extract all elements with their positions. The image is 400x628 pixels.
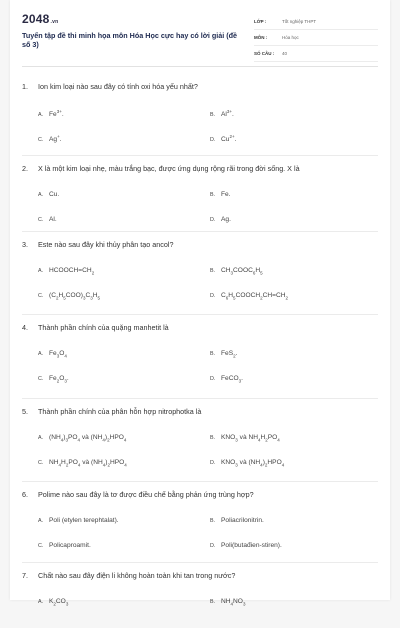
option-text: FeS$_2$. bbox=[221, 350, 238, 359]
question-stem bbox=[22, 407, 378, 416]
question-text: Ion kim loại nào sau đây có tính oxi hóa yếu nhất? bbox=[38, 82, 198, 91]
answer-option-b[interactable] bbox=[210, 350, 237, 358]
question-2 bbox=[22, 164, 378, 221]
question-number: 2. bbox=[22, 164, 28, 173]
answer-option-b[interactable] bbox=[210, 267, 263, 275]
option-text: Fe. bbox=[221, 191, 231, 198]
question-text: Chất nào sau đây điện li không hoàn toàn khi tan trong nước? bbox=[38, 571, 236, 580]
question-text: Thành phần chính của quặng manhetit là bbox=[38, 323, 169, 332]
question-number: 7. bbox=[22, 571, 28, 580]
answer-option-d[interactable] bbox=[210, 459, 284, 467]
option-letter: C. bbox=[38, 460, 44, 466]
answer-options bbox=[22, 173, 378, 221]
answer-option-b[interactable] bbox=[210, 517, 264, 524]
option-letter: A. bbox=[38, 599, 44, 605]
option-letter: A. bbox=[38, 435, 44, 441]
question-number: 6. bbox=[22, 490, 28, 499]
answer-option-d[interactable] bbox=[210, 134, 236, 143]
answer-option-b[interactable] bbox=[210, 191, 231, 198]
exam-title: Tuyển tập đề thi minh họa môn Hóa Học cực hay có lời giải (đề số 3) bbox=[22, 31, 238, 49]
option-letter: D. bbox=[210, 376, 216, 382]
answer-option-a[interactable] bbox=[38, 434, 126, 442]
answer-option-d[interactable] bbox=[210, 375, 243, 383]
option-letter: B. bbox=[210, 599, 216, 605]
meta-value: Hóa học bbox=[282, 35, 299, 40]
option-letter: B. bbox=[210, 268, 216, 274]
option-text: $Fe_3O_4$ bbox=[49, 350, 67, 359]
option-letter: C. bbox=[38, 217, 44, 223]
option-text: Policaproamit. bbox=[49, 542, 91, 549]
option-text: $NH_4NO_3$ bbox=[221, 598, 246, 607]
logo-suffix: .vn bbox=[50, 19, 59, 25]
meta-value: 40 bbox=[282, 51, 288, 56]
option-text: $HCOOCH=CH_2$ bbox=[49, 267, 95, 276]
question-number: 5. bbox=[22, 407, 28, 416]
option-letter: D. bbox=[210, 217, 216, 223]
exam-page bbox=[10, 0, 390, 607]
question-7 bbox=[22, 571, 378, 628]
option-letter: A. bbox=[38, 192, 44, 198]
option-text: Cu. bbox=[49, 191, 60, 198]
answer-options bbox=[22, 332, 378, 384]
option-letter: B. bbox=[210, 518, 216, 524]
meta-label: SỐ CÂU : bbox=[254, 51, 275, 56]
question-stem bbox=[22, 164, 378, 173]
question-text: Polime nào sau đây là tơ được điều chế bằng phản ứng trùng hợp? bbox=[38, 490, 254, 499]
question-1 bbox=[22, 82, 378, 144]
question-divider bbox=[22, 314, 378, 315]
option-text: $CH_3COOC_6H_5$ bbox=[221, 267, 263, 276]
option-text: Ag. bbox=[221, 216, 231, 223]
answer-option-c[interactable] bbox=[38, 375, 69, 383]
option-text: Poliacrilonitrin. bbox=[221, 517, 264, 524]
question-divider bbox=[22, 398, 378, 399]
answer-options bbox=[22, 91, 378, 144]
logo-text: 2048 bbox=[22, 12, 50, 26]
option-letter: D. bbox=[210, 293, 216, 299]
option-text: $KNO_3$ và $NH_4H_2PO_4$ bbox=[221, 434, 280, 443]
question-stem bbox=[22, 240, 378, 249]
option-text: $Al^{3+}$. bbox=[221, 109, 234, 119]
question-3 bbox=[22, 240, 378, 301]
question-divider bbox=[22, 231, 378, 232]
question-stem bbox=[22, 323, 378, 332]
answer-option-c[interactable] bbox=[38, 542, 91, 549]
option-text: $Cu^{2+}$. bbox=[221, 134, 237, 144]
question-text: Este nào sau đây khi thủy phân tạo ancol? bbox=[38, 240, 174, 249]
answer-options bbox=[22, 416, 378, 468]
option-letter: B. bbox=[210, 435, 216, 441]
question-divider bbox=[22, 155, 378, 156]
site-logo[interactable] bbox=[22, 12, 58, 26]
question-4 bbox=[22, 323, 378, 384]
option-letter: C. bbox=[38, 137, 44, 144]
option-letter: C. bbox=[38, 376, 44, 382]
option-letter: C. bbox=[38, 543, 44, 549]
answer-option-a[interactable] bbox=[38, 191, 59, 198]
option-text: Ag+. bbox=[49, 134, 62, 144]
answer-option-a[interactable] bbox=[38, 517, 119, 524]
option-letter: C. bbox=[38, 293, 44, 299]
option-text: $KNO_3$ và $(NH_4)_2HPO_4$ bbox=[221, 459, 285, 468]
option-text: Poli(butađien-stiren). bbox=[221, 542, 282, 549]
option-text: $Fe_2O_3$. bbox=[49, 375, 69, 384]
option-text: Al. bbox=[49, 216, 57, 223]
meta-label: LỚP : bbox=[254, 19, 267, 24]
answer-option-b[interactable] bbox=[210, 598, 245, 606]
question-text: X là một kim loại nhẹ, màu trắng bạc, được ứng dụng rộng rãi trong đời sống. X là bbox=[38, 164, 300, 173]
option-text: $(C_2H_5COO)_3C_3H_5$ bbox=[49, 292, 101, 301]
meta-row-class bbox=[254, 14, 378, 30]
answer-options bbox=[22, 580, 378, 628]
option-letter: D. bbox=[210, 543, 216, 549]
answer-option-a[interactable] bbox=[38, 267, 94, 275]
option-letter: A. bbox=[38, 112, 44, 119]
question-number: 4. bbox=[22, 323, 28, 332]
question-5 bbox=[22, 407, 378, 468]
question-stem bbox=[22, 571, 378, 580]
option-letter: B. bbox=[210, 112, 216, 119]
question-stem bbox=[22, 490, 378, 499]
answer-option-b[interactable] bbox=[210, 434, 280, 442]
option-letter: D. bbox=[210, 460, 216, 466]
option-letter: A. bbox=[38, 268, 44, 274]
meta-row-subject bbox=[254, 30, 378, 46]
meta-row-count bbox=[254, 46, 378, 62]
exam-meta bbox=[254, 14, 378, 62]
option-letter: D. bbox=[210, 137, 216, 144]
answer-option-d[interactable] bbox=[210, 542, 282, 549]
option-text: $(NH_4)_3PO_4$ và $(NH_4)_2HPO_4$ bbox=[49, 434, 127, 443]
option-text: FeCO$_3$. bbox=[221, 375, 243, 384]
option-text: Poli (etylen terephtalat). bbox=[49, 517, 119, 524]
question-number: 1. bbox=[22, 82, 28, 91]
answer-options bbox=[22, 249, 378, 301]
header-divider bbox=[22, 66, 378, 67]
answer-option-c[interactable] bbox=[38, 459, 127, 467]
answer-option-d[interactable] bbox=[210, 292, 288, 300]
question-divider bbox=[22, 481, 378, 482]
option-text: $NH_4H_2PO_4$ và $(NH_4)_2HPO_4$ bbox=[49, 459, 127, 468]
question-6 bbox=[22, 490, 378, 547]
answer-option-c[interactable] bbox=[38, 134, 62, 143]
option-letter: A. bbox=[38, 351, 44, 357]
option-letter: B. bbox=[210, 351, 216, 357]
answer-option-a[interactable] bbox=[38, 598, 68, 606]
option-text: $Fe^{3+}$. bbox=[49, 109, 64, 119]
page-header bbox=[10, 0, 390, 64]
answer-option-a[interactable] bbox=[38, 109, 64, 118]
option-text: $C_6H_5COOCH_2CH=CH_2$ bbox=[221, 292, 289, 301]
answer-option-c[interactable] bbox=[38, 292, 100, 300]
answer-option-b[interactable] bbox=[210, 109, 234, 118]
option-letter: B. bbox=[210, 192, 216, 198]
answer-option-c[interactable] bbox=[38, 216, 57, 223]
meta-label: MÔN : bbox=[254, 35, 268, 40]
question-text: Thành phần chính của phân hỗn hợp nitrophotka là bbox=[38, 407, 202, 416]
question-divider bbox=[22, 562, 378, 563]
answer-options bbox=[22, 499, 378, 547]
option-letter: A. bbox=[38, 518, 44, 524]
answer-option-d[interactable] bbox=[210, 216, 231, 223]
answer-option-a[interactable] bbox=[38, 350, 67, 358]
question-stem bbox=[22, 82, 378, 91]
option-text: $K_2CO_3$ bbox=[49, 598, 69, 607]
question-number: 3. bbox=[22, 240, 28, 249]
meta-value: Tốt nghiệp THPT bbox=[282, 19, 317, 24]
